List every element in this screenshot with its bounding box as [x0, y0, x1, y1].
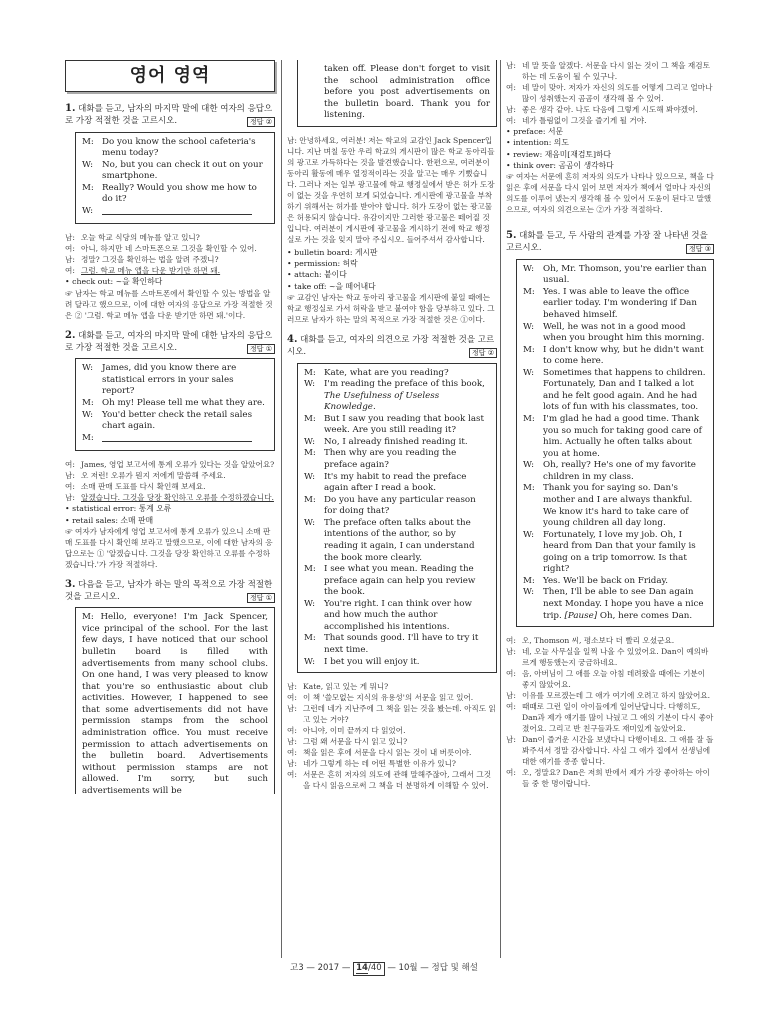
dialogue-line: W: It's my habit to read the preface again after I read a book.	[304, 471, 467, 494]
dialogue-line: 남: 이유를 모르겠는데 그 애가 여기에 오려고 하지 않았어요.	[506, 691, 711, 701]
dialogue-line: M: I see what you mean. Reading the preface again can help you review the book.	[304, 564, 476, 598]
answer-tag: 정답 ②	[247, 117, 275, 127]
dialogue-line: M: Yes. We'll be back on Friday.	[523, 575, 669, 586]
dialogue-line: 여: 음, 아버님이 그 애를 오늘 아침 데려왔을 때에는 기분이 좋지 않았어요.	[506, 669, 706, 690]
answer-blank	[102, 433, 252, 442]
question-number: 3.	[65, 578, 76, 590]
column-1	[65, 60, 275, 794]
question-1	[65, 102, 275, 128]
dialogue-line: 여: 네가 틀림없이 그것을 즐기게 될 거야.	[506, 116, 647, 125]
dialogue-line: 여: 책을 읽은 후에 서문을 다시 읽는 것이 내 버릇이야.	[287, 748, 472, 758]
dialogue-box	[297, 363, 497, 674]
dialogue-line: 여: 네 말이 맞아. 저자가 자신의 의도를 어떻게 그리고 얼마나 많이 성취했는지 곰곰이 생각해 볼 수 있어.	[506, 83, 713, 103]
question-5	[506, 229, 714, 255]
explanation: ☞ 여자가 남자에게 영업 보고서에 통계 오류가 있으니 소매 판매 도표를 다시 확인해 보라고 말했으므로, 이에 대한 남자의 응답으로는 ① '알겠습니다. 그것을 당장 확인하고 오류를 수정하겠습니다.'가 가장 적절하다.	[65, 526, 273, 569]
dialogue-line: 여: 오, 정말요? Dan은 저희 반에서 제가 가장 좋아하는 아이들 중 한 명이랍니다.	[506, 768, 711, 789]
question-number: 4.	[287, 334, 298, 345]
monologue-text-part2: taken off. Please don't forget to visit the school administration office before you post advertisements on the bulletin board. Thank you for listening.	[324, 64, 490, 121]
question-prompt: 대화를 듣고, 두 사람의 관계를 가장 잘 나타낸 것을 고르시오.	[506, 231, 708, 253]
dialogue-box	[516, 259, 714, 627]
question-4	[287, 333, 497, 359]
column-2	[287, 60, 497, 791]
question-number: 5.	[506, 230, 517, 242]
dialogue-line: W: No, I already finished reading it.	[304, 436, 468, 447]
footer-section-label: — 10월 — 정답 및 해설	[387, 963, 478, 973]
dialogue-line: M: Kate, what are you reading?	[304, 367, 449, 378]
dialogue-line: 남: 네, 오늘 사무실을 일찍 나올 수 있었어요. Dan이 예의바르게 행동했는지 궁금하네요.	[506, 647, 709, 668]
page-footer	[0, 962, 768, 976]
translation: 여: James, 영업 보고서에 통계 오류가 있다는 것을 알았어요? 남: 오 저런! 오류가 뭔지 저에게 말씀해 주세요. 여: 소매 판매 도표를 다시 확인해 보세요. 남: 알겠습니다. 그것을 당장 확인하고 오류를 수정하겠습니다.	[65, 460, 275, 503]
vocab-list: • bulletin board: 게시판 • permission: 허락 • attach: 붙이다 • take off: ~을 떼어내다	[287, 247, 378, 291]
dialogue-line: M: That sounds good. I'll have to try it next time.	[304, 633, 479, 656]
dialogue-line: 남: 그럼 왜 서문을 다시 읽고 있니?	[287, 737, 408, 747]
dialogue-line: 여: 아니야, 이미 끝까지 다 읽었어.	[287, 726, 406, 736]
dialogue-line: 남: 네가 그렇게 하는 데 어떤 특별한 이유가 있니?	[287, 759, 457, 769]
dialogue-line: M: Then why are you reading the preface again?	[304, 448, 457, 471]
dialogue-line: W: I'm reading the preface of this book, The Usefulness of Useless Knowledge.	[304, 379, 485, 413]
column-3	[506, 60, 714, 789]
dialogue-line: M: I don't know why, but he didn't want to come here.	[523, 344, 704, 367]
dialogue-line: M: I'm glad he had a good time. Thank you so much for taking good care of him. Actually he often talks about you at home.	[523, 414, 702, 459]
dialogue-line: 여: 오, Thomson 씨, 평소보다 더 빨리 오셨군요.	[506, 636, 675, 646]
explanation: ☞ 교감인 남자는 학교 동아리 광고물을 게시판에 붙일 때에는 학교 행정실로 가서 허락을 받고 붙여야 함을 당부하고 있다. 그러므로 남자가 하는 말의 목적으로 가장 적절한 것은 ①이다.	[287, 293, 495, 324]
dialogue-box: W: James, did you know there are statistical errors in your sales report? M: Oh my! Please tell me what they are. W: You'd better check the retail sales chart again. M:	[75, 358, 275, 451]
translation	[506, 635, 714, 789]
dialogue-line: W: The preface often talks about the intentions of the author, so by reading it again, I can understand the book more clearly.	[304, 517, 475, 563]
answer-tag: 정답 ③	[686, 244, 714, 254]
dialogue-line: 여: 서문은 흔히 저자의 의도에 관해 말해주잖아, 그래서 그것을 다시 읽음으로써 그 책을 더 분명하게 이해할 수 있어.	[287, 770, 492, 791]
dialogue-line: W: Oh, Mr. Thomson, you're earlier than usual.	[523, 263, 707, 286]
dialogue-line: M: Do you have any particular reason for doing that?	[304, 494, 476, 517]
dialogue-line: M: Thank you for saying so. Dan's mother and I are always thankful. We know it's hard to take care of young children all day long.	[523, 483, 693, 529]
question-number: 1.	[65, 103, 76, 114]
dialogue-line: 여: 때때로 그런 일이 아이들에게 일어난답니다. 다행히도, Dan과 제가 얘기를 많이 나눴고 그 애의 기분이 다시 좋아졌어요. 그리고 반 친구들과도 재미있게 놀았어요.	[506, 702, 714, 734]
translation-continued	[506, 60, 714, 126]
dialogue-line: W: Well, he was not in a good mood when you brought him this morning.	[523, 321, 705, 344]
dialogue-line: 남: 그런데 네가 지난주에 그 책을 읽는 것을 봤는데. 아직도 읽고 있는 거야?	[287, 704, 496, 725]
dialogue-box: M: Do you know the school cafeteria's menu today? W: No, but you can check it out on your smartphone. M: Really? Would you show me how to do it? W:	[75, 132, 275, 225]
dialogue-line: 남: 좋은 생각 같아. 나도 다음에 그렇게 시도해 봐야겠어.	[506, 105, 698, 114]
section-title: 영어 영역	[65, 60, 275, 92]
dialogue-line: W: Then, I'll be able to see Dan again next Monday. I hope you have a nice trip. [Pause] Oh, here comes Dan.	[523, 587, 704, 621]
answer-tag: 정답 ①	[247, 593, 275, 603]
translation: 남: 오늘 학교 식당의 메뉴를 알고 있니? 여: 아니, 하지만 네 스마트폰으로 그것을 확인할 수 있어. 남: 정말? 그것을 확인하는 법을 알려 주겠니? 여: 그럼. 학교 메뉴 앱을 다운 받기만 하면 돼.	[65, 233, 257, 276]
question-prompt: 대화를 듣고, 여자의 의견으로 가장 적절한 것을 고르시오.	[287, 335, 495, 357]
answer-tag: 정답 ①	[247, 344, 275, 354]
answer-tag: 정답 ②	[469, 348, 497, 358]
vocab-list: • preface: 서문 • intention: 의도 • review: 재음미[재검토]하다 • think over: 곰곰이 생각하다	[506, 127, 614, 170]
vocab-list: • check out: ~을 확인하다	[65, 277, 163, 287]
dialogue-line: M: But I saw you reading that book last week. Are you still reading it?	[304, 413, 484, 436]
vocab-list: • statistical error: 통계 오류 • retail sales: 소매 판매	[65, 504, 172, 525]
dialogue-line: W: You're right. I can think over how and how much the author accomplished his intentions.	[304, 598, 472, 632]
page-number: 14/40	[353, 962, 385, 976]
dialogue-line: 남: 네 말 뜻을 알겠다. 서문을 다시 읽는 것이 그 책을 재검토하는 데 도움이 될 수 있구나.	[506, 61, 710, 81]
question-prompt: 대화를 듣고, 여자의 마지막 말에 대한 남자의 응답으로 가장 적절한 것을 고르시오.	[65, 330, 273, 353]
question-2	[65, 329, 275, 355]
monologue-text-part1: M: Hello, everyone! I'm Jack Spencer, vice principal of the school. For the last few days, I have noticed that our school bulletin board is filled with advertisements from many school clubs. On one hand, I was very pleased to know that you're so enthusiastic about club activities. However, I happened to see that some advertisements did not have permission stamps from the school administration office. You must receive permission to attach advertisements on the bulletin board. Advertisements without permission stamps are not allowed. I'm sorry, but such advertisements will be	[82, 612, 268, 795]
translation	[287, 681, 497, 791]
monologue-box	[75, 607, 275, 794]
question-prompt: 다음을 듣고, 남자가 하는 말의 목적으로 가장 적절한 것을 고르시오.	[65, 579, 273, 602]
explanation: ☞ 남자는 학교 메뉴를 스마트폰에서 확인할 수 있는 방법을 알려 달라고 했으므로, 이에 대한 여자의 응답으로 가장 적절한 것은 ② '그럼. 학교 메뉴 앱을 다운 받기만 하면 돼.'이다.	[65, 288, 273, 320]
question-number: 2.	[65, 329, 76, 341]
dialogue-line: 여: 이 책 '쓸모없는 지식의 유용성'의 서문을 읽고 있어.	[287, 693, 474, 703]
question-prompt: 대화를 듣고, 남자의 마지막 말에 대한 여자의 응답으로 가장 적절한 것을 고르시오.	[65, 104, 273, 126]
dialogue-line: W: I bet you will enjoy it.	[304, 656, 420, 667]
translation: 남: 안녕하세요, 여러분! 저는 학교의 교감인 Jack Spencer입니다. 지난 며칠 동안 우리 학교의 게시판이 많은 학교 동아리들의 광고로 가득하다는 것을 발견했습니다. 한편으로, 여러분이 동아리 활동에 매우 열정적이라는 것을 알고는 매우 기뻤습니다. 그러나 저는 일부 광고물에 학교 행정실에서 받은 허가 도장이 없는 것을 우연히 보게 되었습니다. 게시판에 광고물을 부착하기 위해서는 허가를 받아야 합니다. 허가 도장이 없는 광고물은 허용되지 않습니다. 유감이지만 그러한 광고물은 떼어질 것입니다. 여러분이 게시판에 광고물을 게시하기 전에 학교 행정실로 가는 것을 잊지 말아 주십시오. 들어주셔서 감사합니다.	[287, 135, 495, 244]
footer-exam-label: 고3 — 2017 —	[290, 963, 351, 973]
dialogue-line: W: Sometimes that happens to children. Fortunately, Dan and I talked a lot and he felt good again. And he had lots of fun with his classmates, too.	[523, 367, 706, 413]
question-3	[65, 578, 275, 604]
answer-blank	[102, 206, 252, 215]
explanation: ☞ 여자는 서문에 흔히 저자의 의도가 나타나 있으므로, 책을 다 읽은 후에 서문을 다시 읽어 보면 저자가 책에서 얼마나 자신의 의도를 이루어 냈는지 생각해 볼 수 있어서 도움이 된다고 말했으므로, 여자의 의견으로는 ②가 가장 적절하다.	[506, 172, 714, 215]
dialogue-line: W: Fortunately, I love my job. Oh, I heard from Dan that your family is going on a trip tomorrow. Is that right?	[523, 529, 696, 575]
monologue-box-continued	[297, 60, 497, 127]
dialogue-line: 남: Kate, 읽고 있는 게 뭐니?	[287, 682, 389, 692]
dialogue-line: 남: Dan이 즐거운 시간을 보냈다니 다행이네요. 그 애를 잘 돌봐주셔서 정말 감사합니다. 사실 그 애가 집에서 선생님에 대한 얘기를 종종 합니다.	[506, 735, 714, 767]
dialogue-line: M: Yes. I was able to leave the office earlier today. I'm wondering if Dan behaved himself.	[523, 286, 697, 320]
dialogue-line: W: Oh, really? He's one of my favorite children in my class.	[523, 460, 696, 482]
